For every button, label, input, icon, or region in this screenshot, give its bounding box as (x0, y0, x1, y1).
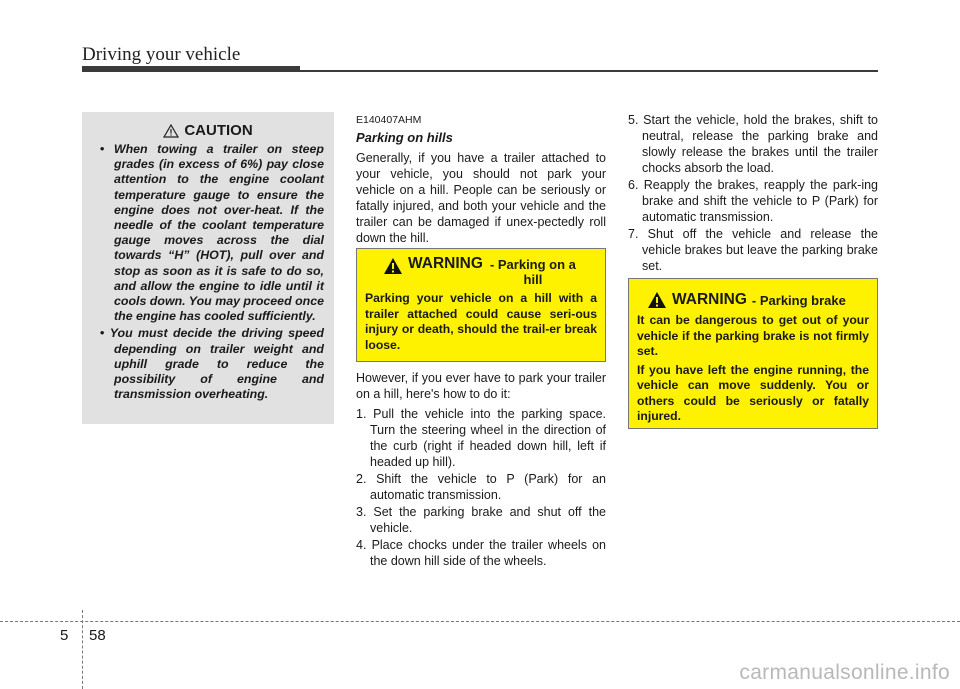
warning-box-parking-brake (628, 278, 878, 429)
caution-header (92, 122, 324, 139)
step-item: 4. Place chocks under the trailer wheels on the down hill side of the wheels. (356, 538, 606, 568)
footer-divider (0, 621, 960, 622)
caution-item: • You must decide the driving speed depending on trailer weight and uphill grade to reduce the possibility of engine and transmission overheating. (92, 326, 324, 402)
page-header-title: Driving your vehicle (82, 44, 241, 65)
watermark: carmanualsonline.info (739, 661, 950, 684)
steps-list (356, 406, 606, 569)
warning-box-parking-on-hill (356, 248, 606, 362)
right-column (628, 112, 878, 275)
middle-column-lower (356, 370, 606, 570)
step-item: 2. Shift the vehicle to P (Park) for an automatic transmission. (356, 472, 606, 502)
section-subheading: Parking on hills (356, 130, 453, 145)
warning-body: Parking your vehicle on a hill with a trailer attached could cause seri-ous injury or death, should the trail-er break loose. (365, 291, 597, 352)
warning-header (365, 255, 597, 287)
warning-word: WARNING (672, 291, 747, 308)
caution-box (82, 112, 334, 424)
caution-title: CAUTION (184, 122, 253, 139)
howto-paragraph: However, if you ever have to park your trailer on a hill, here's how to do it: (356, 371, 606, 401)
warning-word: WARNING (408, 255, 483, 272)
page-number: 58 (89, 627, 106, 644)
warning-triangle-icon (647, 291, 667, 309)
step-item: 5. Start the vehicle, hold the brakes, shift to neutral, release the parking brake and slowly release the brakes until the trailer chocks absorb the load. (628, 113, 878, 175)
step-item: 3. Set the parking brake and shut off the vehicle. (356, 505, 606, 535)
section-code: E140407AHM (356, 114, 422, 126)
middle-column (356, 112, 606, 246)
footer-vertical-divider (82, 610, 83, 689)
warning-body: It can be dangerous to get out of your vehicle if the parking brake is not firmly set. (637, 313, 869, 358)
step-item: 1. Pull the vehicle into the parking space. Turn the steering wheel in the direction of the curb (right if headed down hill, left if headed up hill). (356, 407, 606, 469)
warning-subtitle: - Parking on a hill (489, 257, 576, 287)
step-item: 7. Shut off the vehicle and release the vehicle brakes but leave the parking brake set. (628, 227, 878, 273)
steps-list-continued (628, 112, 878, 274)
step-item: 6. Reapply the brakes, reapply the park-ing brake and shift the vehicle to P (Park) for automatic transmission. (628, 178, 878, 224)
intro-paragraph: Generally, if you have a trailer attached to your vehicle, you should not park your vehicle on a hill. People can be seriously or fatally injured, and both your vehicle and the trailer can be damaged if unex-pectedly roll down the hill. (356, 151, 606, 245)
chapter-number: 5 (60, 627, 69, 644)
header-rule-thin (300, 70, 878, 72)
caution-list (92, 142, 324, 402)
caution-item: • When towing a trailer on steep grades (in excess of 6%) pay close attention to the engine coolant temperature gauge to ensure the engine does not over-heat. If the needle of the coolant temperature gauge moves across the dial towards “H” (HOT), pull over and stop as soon as it is safe to do so, and allow the engine to idle until it cools down. You may proceed once the engine has cooled sufficiently. (92, 142, 324, 324)
warning-triangle-icon (383, 257, 403, 275)
warning-body: If you have left the engine running, the vehicle can move suddenly. You or others could be seriously or fatally injured. (637, 362, 869, 423)
warning-subtitle: - Parking brake (751, 293, 846, 308)
warning-triangle-outline-icon (163, 124, 179, 138)
warning-header (637, 291, 869, 309)
header-rule-thick (82, 66, 300, 72)
